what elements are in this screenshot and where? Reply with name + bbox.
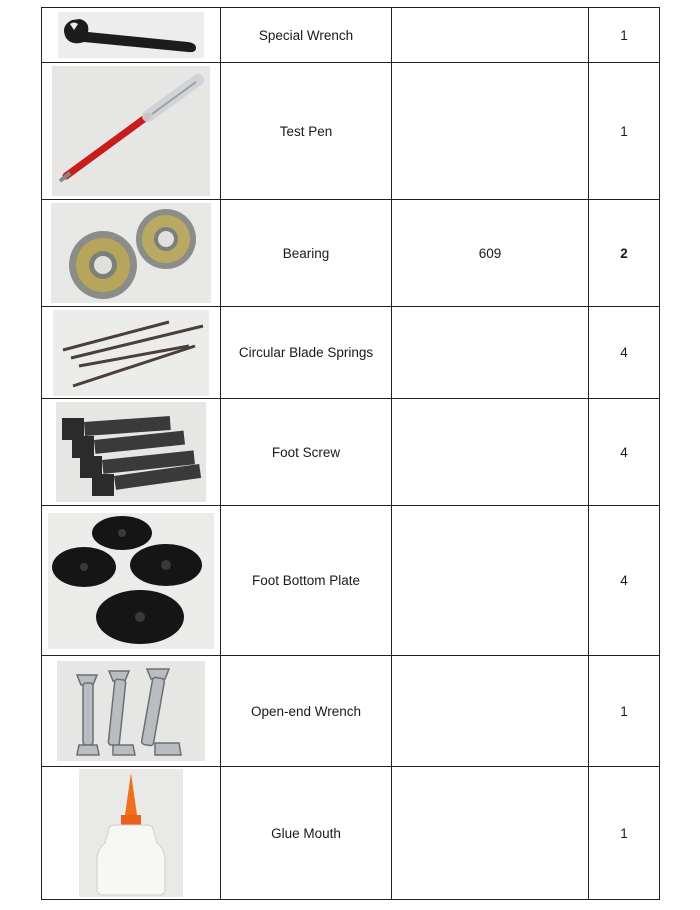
image-cell xyxy=(42,399,221,506)
image-cell xyxy=(42,63,221,200)
image-cell xyxy=(42,307,221,399)
item-name: Glue Mouth xyxy=(221,767,392,900)
item-qty: 1 xyxy=(589,767,660,900)
table-row xyxy=(42,399,660,506)
item-name: Open-end Wrench xyxy=(221,656,392,767)
spanner-wrench-photo xyxy=(58,12,204,58)
item-name: Special Wrench xyxy=(221,8,392,63)
item-spec xyxy=(392,307,589,399)
foot-plates-photo xyxy=(48,513,214,649)
table-row xyxy=(42,656,660,767)
table-row xyxy=(42,307,660,399)
table-row xyxy=(42,506,660,656)
springs-photo xyxy=(53,310,209,396)
item-spec xyxy=(392,656,589,767)
image-cell xyxy=(42,767,221,900)
item-qty: 4 xyxy=(589,399,660,506)
image-cell xyxy=(42,8,221,63)
item-qty: 1 xyxy=(589,8,660,63)
item-spec xyxy=(392,8,589,63)
table-row xyxy=(42,767,660,900)
table-row xyxy=(42,63,660,200)
item-qty: 4 xyxy=(589,307,660,399)
item-qty: 2 xyxy=(589,200,660,307)
item-qty: 1 xyxy=(589,63,660,200)
table-row xyxy=(42,200,660,307)
item-qty: 4 xyxy=(589,506,660,656)
item-name: Bearing xyxy=(221,200,392,307)
item-spec: 609 xyxy=(392,200,589,307)
table-row xyxy=(42,8,660,63)
image-cell xyxy=(42,200,221,307)
open-end-wrenches-photo xyxy=(57,661,205,761)
item-qty: 1 xyxy=(589,656,660,767)
parts-table xyxy=(41,7,660,900)
item-spec xyxy=(392,63,589,200)
glue-bottle-photo xyxy=(79,769,183,897)
item-name: Circular Blade Springs xyxy=(221,307,392,399)
item-name: Test Pen xyxy=(221,63,392,200)
foot-screws-photo xyxy=(56,402,206,502)
bearing-photo xyxy=(51,203,211,303)
item-name: Foot Screw xyxy=(221,399,392,506)
image-cell xyxy=(42,506,221,656)
item-spec xyxy=(392,399,589,506)
item-name: Foot Bottom Plate xyxy=(221,506,392,656)
item-spec xyxy=(392,506,589,656)
image-cell xyxy=(42,656,221,767)
test-pen-photo xyxy=(52,66,210,196)
item-spec xyxy=(392,767,589,900)
